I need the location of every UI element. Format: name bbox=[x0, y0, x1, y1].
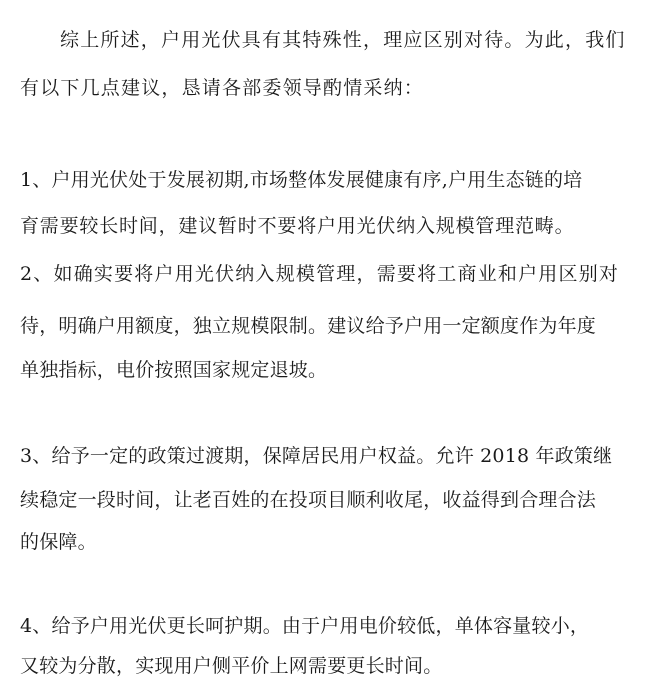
point-3-line-1: 3、给予一定的政策过渡期，保障居民用户权益。允许 2018 年政策继 bbox=[20, 445, 613, 467]
point-3-line-3: 的保障。 bbox=[20, 531, 97, 553]
point-2-line-3: 单独指标，电价按照国家规定退坡。 bbox=[20, 359, 328, 381]
point-4-line-1: 4、给予户用光伏更长呵护期。由于户用电价较低，单体容量较小， bbox=[20, 615, 590, 637]
point-1-line-2: 育需要较长时间，建议暂时不要将户用光伏纳入规模管理范畴。 bbox=[20, 215, 575, 237]
intro-line-1: 综上所述，户用光伏具有其特殊性，理应区别对待。为此，我们 bbox=[60, 29, 626, 51]
point-2-line-2: 待，明确户用额度，独立规模限制。建议给予户用一定额度作为年度 bbox=[20, 315, 597, 337]
point-4-line-2: 又较为分散，实现用户侧平价上网需要更长时间。 bbox=[20, 655, 443, 677]
point-3-line-2: 续稳定一段时间，让老百姓的在投项目顺利收尾，收益得到合理合法 bbox=[20, 489, 597, 511]
intro-line-2: 有以下几点建议，恳请各部委领导酌情采纳： bbox=[20, 77, 425, 99]
point-2-line-1: 2、如确实要将户用光伏纳入规模管理，需要将工商业和户用区别对 bbox=[20, 263, 620, 285]
point-1-line-1: 1、户用光伏处于发展初期,市场整体发展健康有序,户用生态链的培 bbox=[20, 169, 583, 191]
